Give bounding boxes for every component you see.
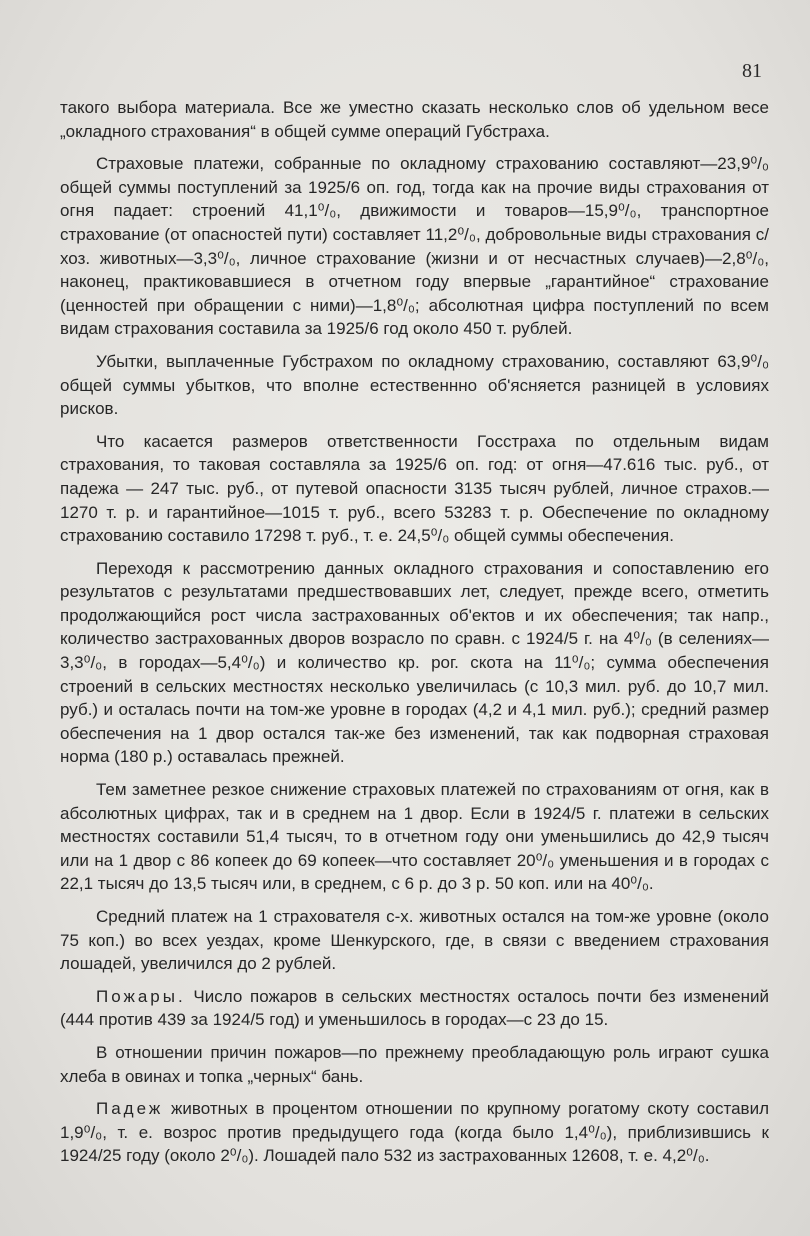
paragraph-text: Что касается размеров ответственности Госстраха по отдельным видам страхования, то таковая составляла за 1925/6 оп. год: от огня—47.616 тыс. руб., от падежа — 247 тыс. руб., от путевой опасности 3135 тысяч рублей, личное страхов.—1270 т. р. и гарантийное—1015 т. руб., всего 53283 т. р. Обеспечение по окладному страхованию составило 17298 т. руб., т. е. 24,5⁰/₀ общей суммы обеспечения. bbox=[60, 431, 769, 546]
paragraph-10 bbox=[60, 1097, 769, 1168]
paragraph-text: Убытки, выплаченные Губстрахом по окладному страхованию, составляют 63,9⁰/₀ общей суммы убытков, что вполне естественнно об'ясняется разницей в условиях рисков. bbox=[60, 351, 769, 419]
paragraph-8 bbox=[60, 985, 769, 1032]
paragraph-9 bbox=[60, 1041, 769, 1088]
body-text bbox=[60, 96, 769, 1177]
paragraph-5 bbox=[60, 557, 769, 769]
paragraph-4 bbox=[60, 430, 769, 548]
paragraph-6 bbox=[60, 778, 769, 896]
section-lead-livestock-loss: Падеж bbox=[96, 1099, 164, 1119]
paragraph-2 bbox=[60, 152, 769, 341]
paragraph-text: Страховые платежи, собранные по окладному страхованию составляют—23,9⁰/₀ общей суммы поступлений за 1925/6 оп. год, тогда как на прочие виды страхования от огня падает: строений 41,1⁰/₀, движимости и товаров—15,9⁰/₀, транспортное страхование (от опасностей пути) составляет 11,2⁰/₀, добровольные виды страхования с/хоз. животных—3,3⁰/₀, личное страхование (жизни и от несчастных случаев)—2,8⁰/₀, наконец, практиковавшиеся в отчетном году впервые „гарантийное“ страхование (ценностей при обращении с ними)—1,8⁰/₀; абсолютная цифра поступлений по всем видам страхования составила за 1925/6 год около 450 т. рублей. bbox=[60, 154, 769, 339]
paragraph-3 bbox=[60, 350, 769, 421]
paragraph-text: Тем заметнее резкое снижение страховых платежей по страхованиям от огня, как в абсолютных цифрах, так и в среднем на 1 двор. Если в 1924/5 г. платежи в сельских местностях составили 51,4 тысяч, то в отчетном году они уменьшились до 42,9 тысяч или на 1 двор с 86 копеек до 69 копеек—что составляет 20⁰/₀ уменьшения и в городах с 22,1 тысяч до 13,5 тысяч или, в среднем, с 6 р. до 3 р. 50 коп. или на 40⁰/₀. bbox=[60, 780, 769, 894]
paragraph-text: Средний платеж на 1 страхователя с-х. животных остался на том-же уровне (около 75 коп.) во всех уездах, кроме Шенкурского, где, в связи с введением страхования лошадей, увеличился до 2 рублей. bbox=[60, 907, 769, 974]
section-lead-fires: Пожары. bbox=[96, 986, 186, 1006]
page-number: 81 bbox=[742, 60, 762, 82]
paragraph-text: такого выбора материала. Все же уместно сказать несколько слов об удельном весе „окладного страхования“ в общей сумме операций Губстраха. bbox=[60, 98, 769, 141]
paragraph-text: Число пожаров в сельских местностях осталось почти без изменений (444 против 439 за 1924/5 год) и уменьшилось в городах—с 23 до 15. bbox=[60, 986, 769, 1030]
paragraph-text: животных в процентом отношении по крупному рогатому скоту составил 1,9⁰/₀, т. е. возрос против предыдущего года (когда было 1,4⁰/₀), приблизившись к 1924/25 году (около 2⁰/₀). Лошадей пало 532 из застрахованных 12608, т. е. 4,2⁰/₀. bbox=[60, 1099, 769, 1166]
paragraph-text: Переходя к рассмотрению данных окладного страхования и сопоставлению его результатов с результатами предшествовавших лет, следует, прежде всего, отметить продолжающийся рост числа застрахованных об'ектов и их обеспечения; так напр., количество застрахованных дворов возрасло по сравн. с 1924/5 г. на 4⁰/₀ (в селениях—3,3⁰/₀, в городах—5,4⁰/₀) и количество кр. рог. скота на 11⁰/₀; сумма обеспечения строений в сельских местностях несколько увеличилась (с 10,3 мил. руб. до 10,7 мил. руб.) и осталась почти на том-же уровне в городах (4,2 и 4,1 мил. руб.); средний размер обеспечения на 1 двор остался так-же без изменений, так как подворная страховая норма (180 р.) оставалась прежней. bbox=[60, 558, 769, 767]
paragraph-1 bbox=[60, 96, 769, 143]
paragraph-text: В отношении причин пожаров—по прежнему преобладающую роль играют сушка хлеба в овинах и топка „черных“ бань. bbox=[60, 1042, 769, 1086]
paragraph-7 bbox=[60, 905, 769, 976]
